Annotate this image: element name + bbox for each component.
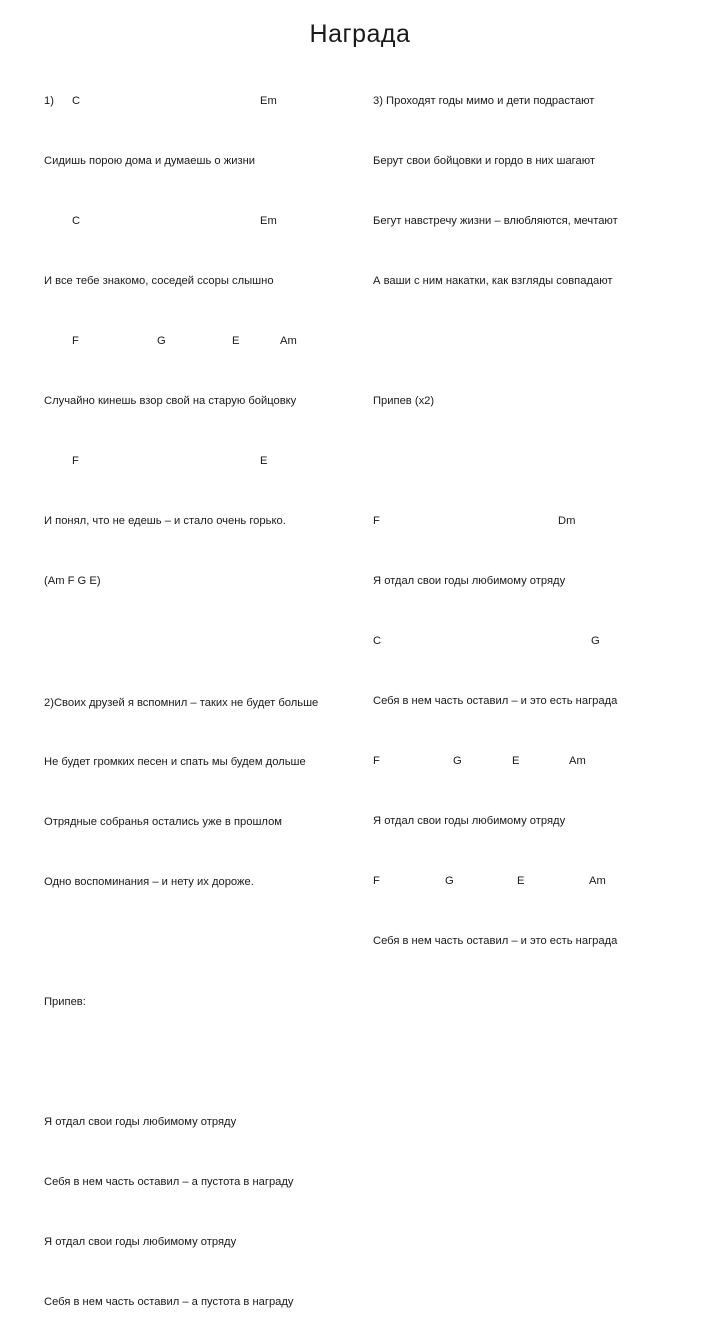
chord: E <box>512 755 520 767</box>
chord: Am <box>569 755 586 767</box>
chord: Em <box>260 95 277 107</box>
chord: C <box>72 95 81 107</box>
lyric-line: Не будет громких песен и спать мы будем дольше <box>44 756 306 768</box>
chord-line <box>44 331 354 351</box>
lyric-line: Себя в нем часть оставил – и это есть награда <box>373 695 618 707</box>
lyric-line: И понял, что не едешь – и стало очень горько. <box>44 515 286 527</box>
chord: F <box>373 875 380 887</box>
lyric-line: 2)Своих друзей я вспомнил – таких не будет больше <box>44 697 319 709</box>
spacer <box>44 1052 354 1072</box>
lyric-line: Берут свои бойцовки и гордо в них шагают <box>373 155 595 167</box>
chord: F <box>373 515 380 527</box>
chord-line <box>373 871 703 891</box>
lyric-line: 3) Проходят годы мимо и дети подрастают <box>373 95 595 107</box>
chord: G <box>445 875 454 887</box>
lyric-line: Случайно кинешь взор свой на старую бойцовку <box>44 395 297 407</box>
chord: Am <box>589 875 606 887</box>
lyric-line: Отрядные собранья остались уже в прошлом <box>44 816 282 828</box>
chord: C <box>72 215 81 227</box>
spacer <box>373 331 703 351</box>
chord: G <box>453 755 462 767</box>
lyric-line: Я отдал свои годы любимому отряду <box>373 575 566 587</box>
chorus-label: Припев: <box>44 996 86 1008</box>
lyric-line: Себя в нем часть оставил – а пустота в награду <box>44 1176 294 1188</box>
verse-number: 1) <box>44 95 54 107</box>
song-title-text: Награда <box>309 20 411 48</box>
chord: C <box>373 635 382 647</box>
chord: F <box>72 455 79 467</box>
chorus-label: Припев (х2) <box>373 395 435 407</box>
song-title <box>0 20 720 49</box>
chord: E <box>517 875 525 887</box>
lyric-line: Я отдал свои годы любимому отряду <box>373 815 566 827</box>
left-column <box>44 51 354 1332</box>
spacer <box>44 932 354 952</box>
chord: Dm <box>558 515 576 527</box>
chord-line <box>44 211 354 231</box>
lyric-line: А ваши с ним накатки, как взгляды совпадают <box>373 275 613 287</box>
chord-line <box>373 631 703 651</box>
chord-summary: (Am F G E) <box>44 575 101 587</box>
lyric-line: Себя в нем часть оставил – а пустота в награду <box>44 1296 294 1308</box>
right-column <box>373 51 703 971</box>
lyric-line: Себя в нем часть оставил – и это есть награда <box>373 935 618 947</box>
chord-line <box>44 91 354 111</box>
chord: G <box>591 635 600 647</box>
spacer <box>44 631 354 651</box>
lyric-line: Я отдал свои годы любимому отряду <box>44 1116 237 1128</box>
chord-line <box>44 451 354 471</box>
chord-line <box>373 511 703 531</box>
chord: F <box>72 335 79 347</box>
chord: E <box>260 455 268 467</box>
lyric-line: И все тебе знакомо, соседей ссоры слышно <box>44 275 274 287</box>
chord: E <box>232 335 240 347</box>
chord: Am <box>280 335 297 347</box>
spacer <box>373 451 703 471</box>
lyric-line: Бегут навстречу жизни – влюбляются, мечтают <box>373 215 618 227</box>
lyric-line: Одно воспоминания – и нету их дороже. <box>44 876 254 888</box>
lyric-line: Сидишь порою дома и думаешь о жизни <box>44 155 256 167</box>
chord: Em <box>260 215 277 227</box>
chord-line <box>373 751 703 771</box>
chord: F <box>373 755 380 767</box>
lyric-line: Я отдал свои годы любимому отряду <box>44 1236 237 1248</box>
chord: G <box>157 335 166 347</box>
